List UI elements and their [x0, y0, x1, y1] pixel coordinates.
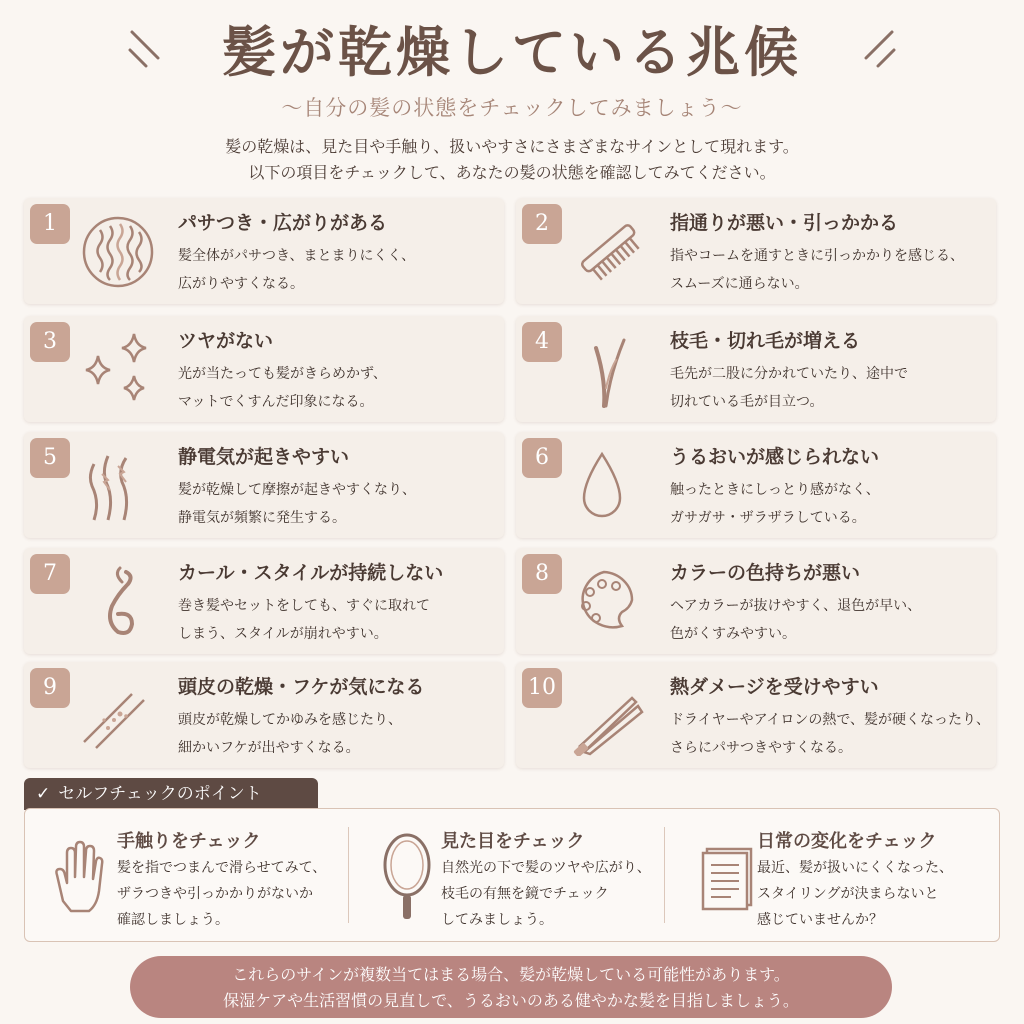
- self-check-label: [24, 778, 318, 810]
- card-desc-line: 髪が乾燥して摩擦が起きやすくなり、: [178, 482, 416, 498]
- card-desc-line: 光が当たっても髪がきらめかず、: [178, 366, 387, 382]
- card-title: 熱ダメージを受けやすい: [670, 676, 879, 698]
- footer-banner: [130, 956, 892, 1018]
- palette-icon: [566, 562, 652, 642]
- intro-text: [0, 134, 1024, 186]
- hair-iron-icon: [566, 676, 652, 756]
- card-desc-line: 髪全体がパサつき、まとまりにくく、: [178, 248, 416, 264]
- card-description: [670, 476, 880, 532]
- page-title-wrap: [0, 18, 1024, 86]
- card-description: [670, 706, 990, 762]
- frizzy-hair-icon: [74, 212, 160, 292]
- sparkle-icon: [74, 330, 160, 410]
- check-card-7: [24, 548, 504, 654]
- card-desc-line: 毛先が二股に分かれていたり、途中で: [670, 366, 908, 382]
- tip-daily: [665, 809, 989, 943]
- static-hair-icon: [74, 446, 160, 526]
- page-title: 髪が乾燥している兆候: [222, 20, 802, 84]
- card-title: カラーの色持ちが悪い: [670, 562, 861, 584]
- card-desc-line: 細かいフケが出やすくなる。: [178, 740, 360, 756]
- check-card-10: [516, 662, 996, 768]
- tip-desc-line: ザラつきや引っかかりがないか: [117, 886, 313, 902]
- tip-desc-line: 最近、髪が扱いにくくなった、: [757, 860, 953, 876]
- tip-desc-line: 自然光の下で髪のツヤや広がり、: [441, 860, 651, 876]
- card-desc-line: スムーズに通らない。: [670, 276, 809, 292]
- check-card-3: [24, 316, 504, 422]
- card-description: [670, 360, 908, 416]
- card-desc-line: しまう、スタイルが崩れやすい。: [178, 626, 388, 642]
- card-desc-line: 巻き髪やセットをしても、すぐに取れて: [178, 598, 430, 614]
- card-number: 7: [30, 554, 70, 594]
- card-desc-line: マットでくすんだ印象になる。: [178, 394, 374, 410]
- tip-title: 見た目をチェック: [441, 831, 585, 852]
- card-desc-line: 指やコームを通すときに引っかかりを感じる、: [670, 248, 964, 264]
- card-title: うるおいが感じられない: [670, 446, 880, 468]
- card-description: [670, 242, 964, 298]
- card-number: 10: [522, 668, 562, 708]
- tip-desc-line: 髪を指でつまんで滑らせてみて、: [117, 860, 327, 876]
- water-drop-icon: [566, 446, 652, 526]
- tip-description: [757, 855, 953, 933]
- card-desc-line: 切れている毛が目立つ。: [670, 394, 824, 410]
- card-title: ツヤがない: [178, 330, 274, 352]
- footer-line-2: 保湿ケアや生活習慣の見直しで、うるおいのある健やかな髪を目指しましょう。: [223, 991, 799, 1010]
- tip-desc-line: スタイリングが決まらないと: [757, 886, 939, 902]
- check-card-2: [516, 198, 996, 304]
- tip-description: [117, 855, 326, 933]
- self-check-label-text: セルフチェックのポイント: [58, 784, 262, 804]
- tip-title: 日常の変化をチェック: [757, 831, 937, 852]
- card-description: [178, 360, 387, 416]
- notebook-icon: [685, 829, 755, 925]
- comb-icon: [566, 212, 652, 292]
- card-description: [178, 242, 415, 298]
- checkmark-icon: ✓: [36, 784, 51, 804]
- check-card-1: [24, 198, 504, 304]
- card-number: 3: [30, 322, 70, 362]
- card-number: 1: [30, 204, 70, 244]
- card-number: 4: [522, 322, 562, 362]
- flaky-scalp-icon: [74, 676, 160, 756]
- tip-desc-line: してみましょう。: [441, 912, 553, 928]
- check-card-4: [516, 316, 996, 422]
- mirror-icon: [369, 829, 439, 925]
- intro-line-2: 以下の項目をチェックして、あなたの髪の状態を確認してみてください。: [248, 163, 776, 182]
- card-desc-line: 広がりやすくなる。: [178, 276, 304, 292]
- intro-line-1: 髪の乾燥は、見た目や手触り、扱いやすさにさまざまなサインとして現れます。: [225, 137, 799, 156]
- card-description: [178, 706, 402, 762]
- card-desc-line: 静電気が頻繁に発生する。: [178, 510, 346, 526]
- card-desc-line: ガサガサ・ザラザラしている。: [670, 510, 866, 526]
- footer-line-1: これらのサインが複数当てはまる場合、髪が乾燥している可能性があります。: [232, 965, 790, 984]
- card-title: パサつき・広がりがある: [178, 212, 388, 234]
- tip-description: [441, 855, 651, 933]
- card-number: 2: [522, 204, 562, 244]
- card-desc-line: 触ったときにしっとり感がなく、: [670, 482, 880, 498]
- hand-icon: [45, 829, 115, 925]
- card-title: 枝毛・切れ毛が増える: [670, 330, 861, 352]
- tip-desc-line: 確認しましょう。: [117, 912, 229, 928]
- card-description: [178, 592, 430, 648]
- card-desc-line: 頭皮が乾燥してかゆみを感じたり、: [178, 712, 402, 728]
- card-title: カール・スタイルが持続しない: [178, 562, 444, 584]
- card-title: 指通りが悪い・引っかかる: [670, 212, 899, 234]
- card-number: 9: [30, 668, 70, 708]
- tip-desc-line: 感じていませんか？: [757, 912, 883, 928]
- tip-touch: [25, 809, 349, 943]
- card-title: 静電気が起きやすい: [178, 446, 350, 468]
- page-subtitle: 〜自分の髪の状態をチェックしてみましょう〜: [281, 96, 743, 120]
- tip-title: 手触りをチェック: [117, 831, 261, 852]
- curl-icon: [74, 562, 160, 642]
- check-card-5: [24, 432, 504, 538]
- card-number: 8: [522, 554, 562, 594]
- card-number: 6: [522, 438, 562, 478]
- card-desc-line: ドライヤーやアイロンの熱で、髪が硬くなったり、: [670, 712, 991, 728]
- tip-desc-line: 枝毛の有無を鏡でチェック: [441, 886, 609, 902]
- card-number: 5: [30, 438, 70, 478]
- card-description: [670, 592, 921, 648]
- card-desc-line: さらにパサつきやすくなる。: [670, 740, 852, 756]
- check-card-9: [24, 662, 504, 768]
- card-desc-line: ヘアカラーが抜けやすく、退色が早い、: [670, 598, 922, 614]
- card-description: [178, 476, 416, 532]
- card-title: 頭皮の乾燥・フケが気になる: [178, 676, 425, 698]
- check-card-6: [516, 432, 996, 538]
- check-card-8: [516, 548, 996, 654]
- self-check-box: [24, 808, 1000, 942]
- tip-look: [349, 809, 673, 943]
- card-desc-line: 色がくすみやすい。: [670, 626, 796, 642]
- split-end-icon: [566, 330, 652, 410]
